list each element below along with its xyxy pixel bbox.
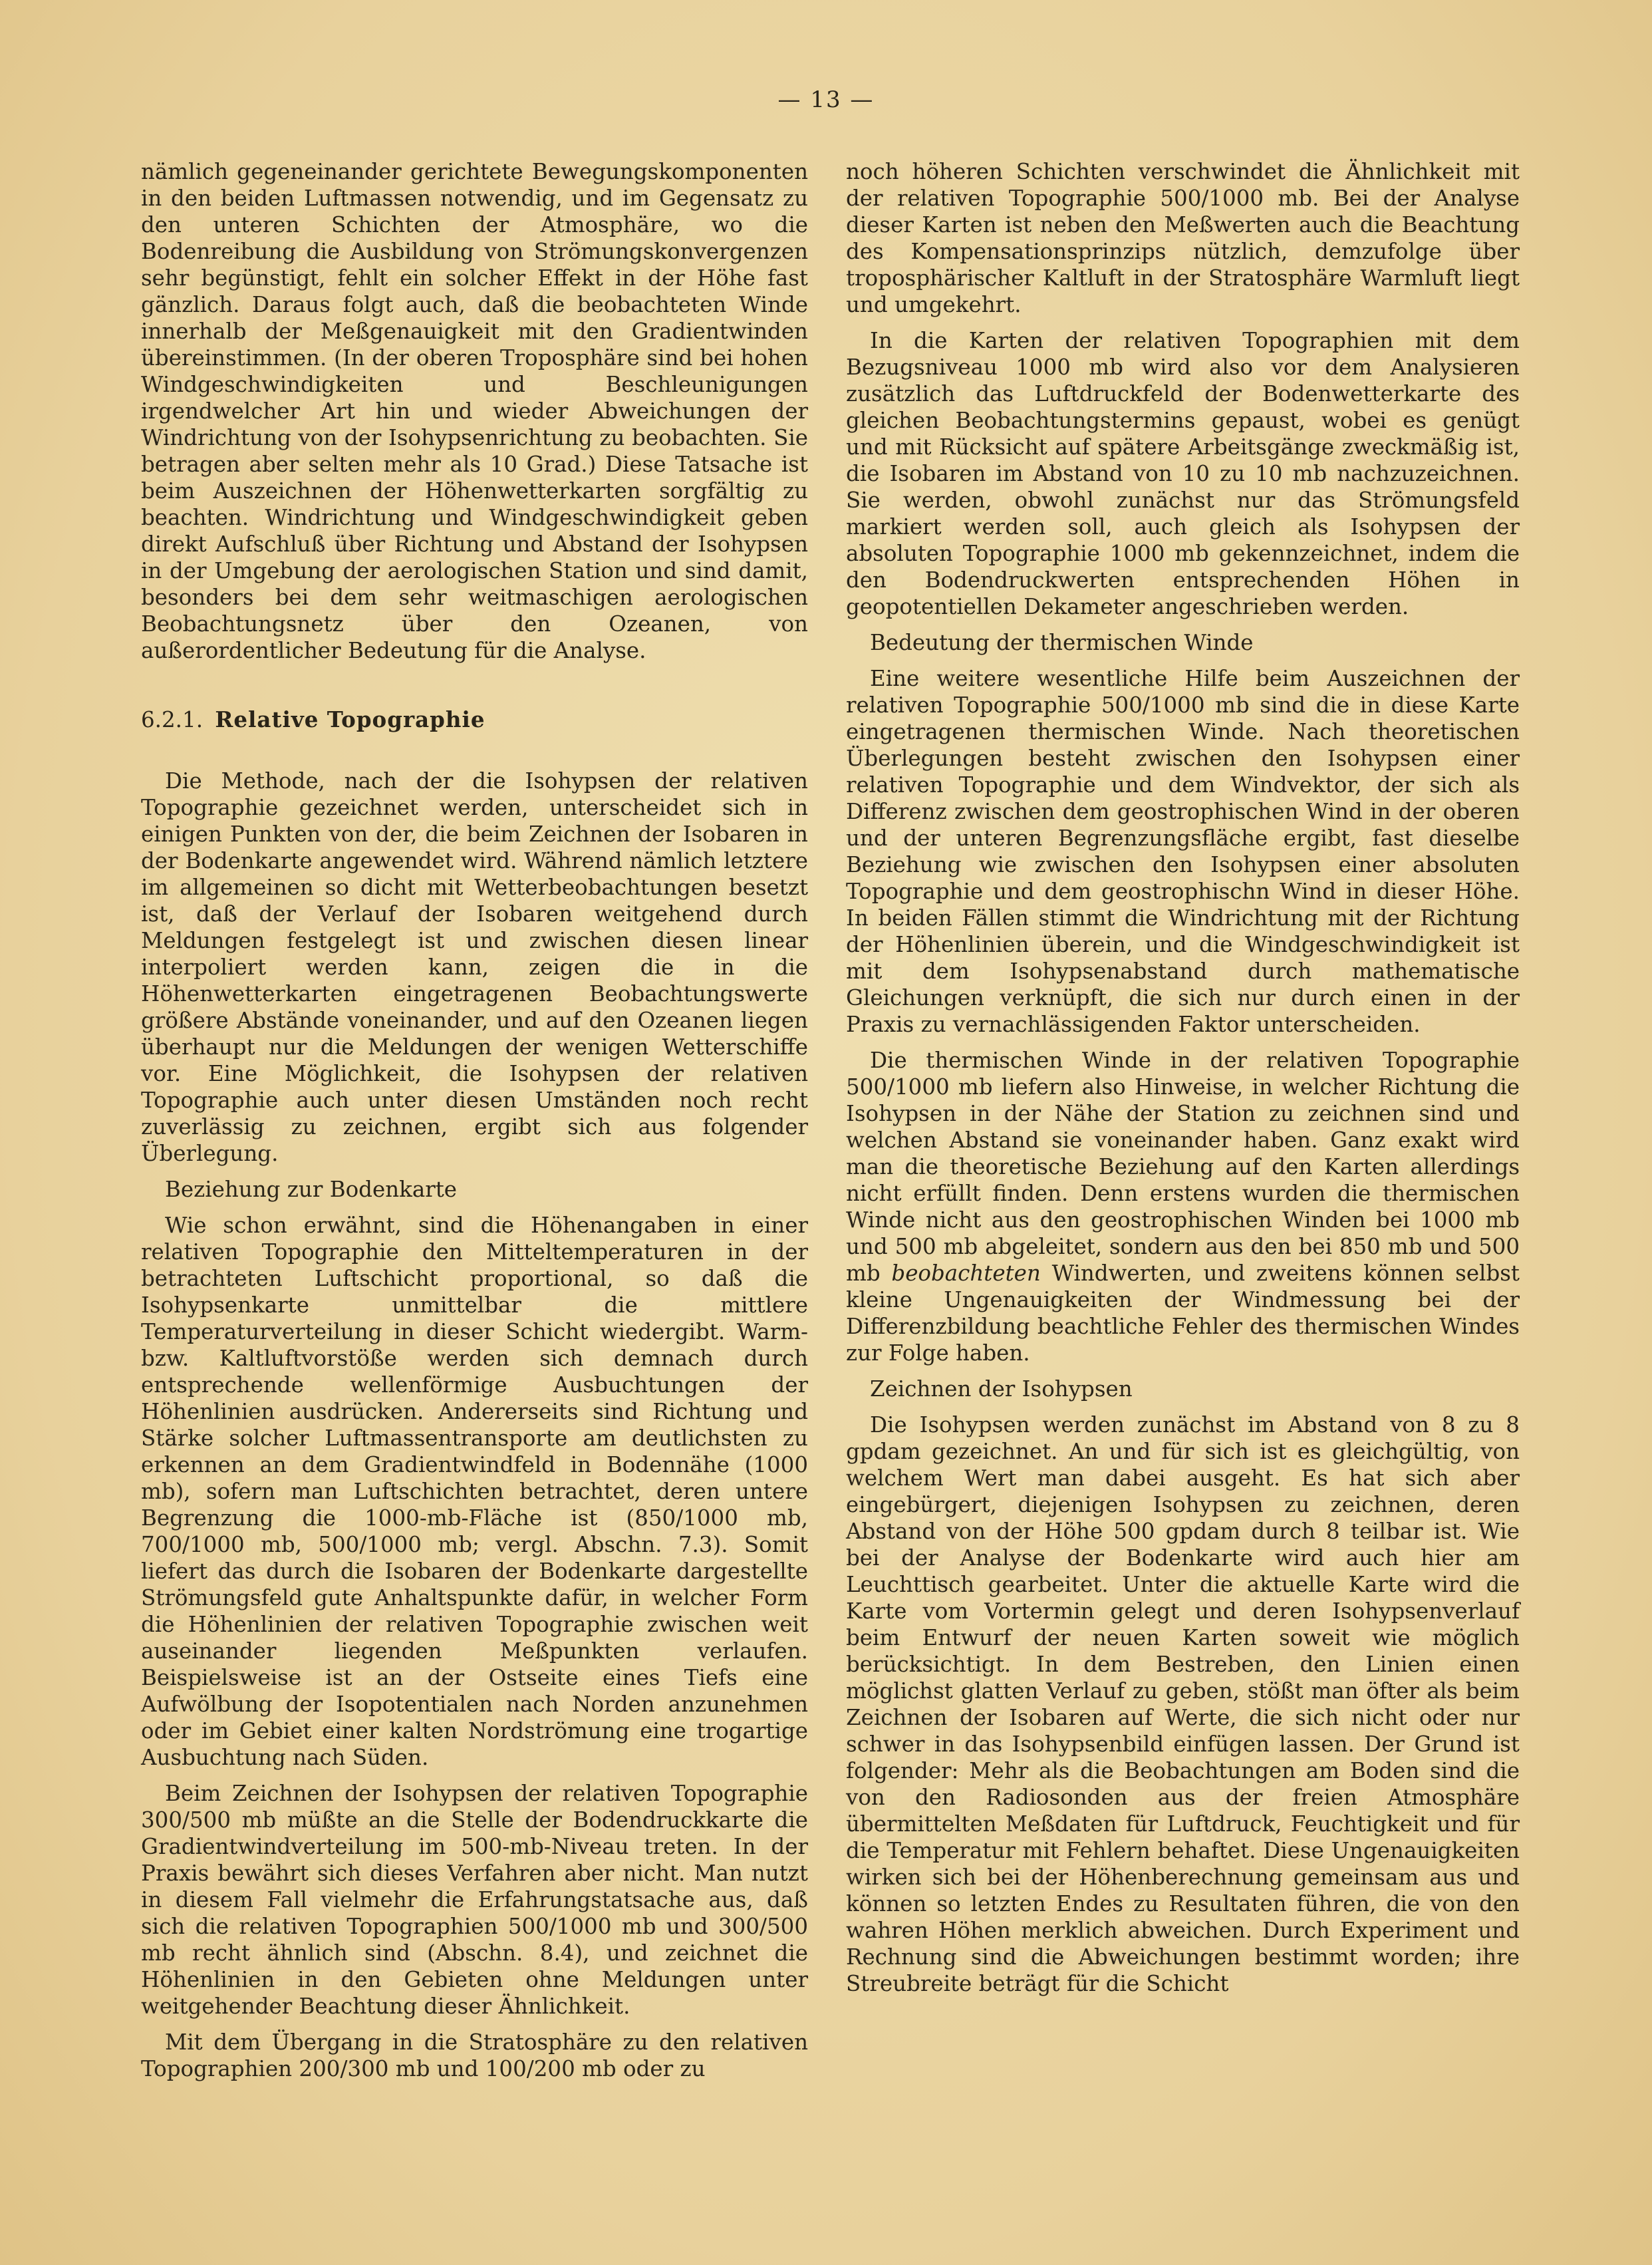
paragraph: nämlich gegeneinander gerichtete Bewegungskomponenten in den beiden Luftmassen notwendig, und im Gegensatz zu den unteren Schichten der Atmosphäre, wo die Bodenreibung die Ausbildung von Strömungskonvergenzen sehr begünstigt, fehlt ein solcher Effekt in der Höhe fast gänzlich. Daraus folgt auch, daß die beobachteten Winde innerhalb der Meßgenauigkeit mit den Gradientwinden übereinstimmen. (In der oberen Troposphäre sind bei hohen Windgeschwindigkeiten und Beschleunigungen irgendwelcher Art hin und wieder Abweichungen der Windrichtung von der Isohypsenrichtung zu beobachten. Sie betragen aber selten mehr als 10 Grad.) Diese Tatsache ist beim Auszeichnen der Höhenwetterkarten sorgfältig zu beachten. Windrichtung und Windgeschwindigkeit geben direkt Aufschluß über Richtung und Abstand der Isohypsen in der Umgebung der aerologischen Station und sind damit, besonders bei dem sehr weitmaschigen aerologischen Beobachtungsnetz über den Ozeanen, von außerordentlicher Bedeutung für die Analyse. [141, 159, 808, 663]
paragraph: Wie schon erwähnt, sind die Höhenangaben in einer relativen Topographie den Mitteltemperaturen in der betrachteten Luftschicht proportional, so daß die Isohypsenkarte unmittelbar die mittlere Temperaturverteilung in dieser Schicht wiedergibt. Warm- bzw. Kaltluftvorstöße werden sich demnach durch entsprechende wellenförmige Ausbuchtungen der Höhenlinien ausdrücken. Andererseits sind Richtung und Stärke solcher Luftmassentransporte am deutlichsten zu erkennen an dem Gradientwindfeld in Bodennähe (1000 mb), sofern man Luftschichten betrachtet, deren untere Begrenzung die 1000-mb-Fläche ist (850/1000 mb, 700/1000 mb, 500/1000 mb; vergl. Abschn. 7.3). Somit liefert das durch die Isobaren der Bodenkarte dargestellte Strömungsfeld gute Anhaltspunkte dafür, in welcher Form die Höhenlinien der relativen Topographie zwischen weit auseinander liegenden Meßpunkten verlaufen. Beispielsweise ist an der Ostseite eines Tiefs eine Aufwölbung der Isopotentialen nach Norden anzunehmen oder im Gebiet einer kalten Nordströmung eine trogartige Ausbuchtung nach Süden. [141, 1213, 808, 1770]
paragraph: Mit dem Übergang in die Stratosphäre zu den relativen Topographien 200/300 mb und 100/200 mb oder zu [141, 2030, 808, 2081]
paragraph-text: Windwerten, und zweitens können selbst kleine Ungenauigkeiten der Windmessung bei der Differenzbildung beachtliche Fehler des thermischen Windes zur Folge haben. [846, 1261, 1520, 1366]
right-column [846, 158, 1520, 2006]
left-column [141, 158, 808, 2091]
paragraph: Beim Zeichnen der Isohypsen der relativen Topographie 300/500 mb müßte an die Stelle der Bodendruckkarte die Gradientwindverteilung im 500-mb-Niveau treten. In der Praxis bewährt sich dieses Verfahren aber nicht. Man nutzt in diesem Fall vielmehr die Erfahrungstatsache aus, daß sich die relativen Topographien 500/1000 mb und 300/500 mb recht ähnlich sind (Abschn. 8.4), und zeichnet die Höhenlinien in den Gebieten ohne Meldungen unter weitgehender Beachtung dieser Ähnlichkeit. [141, 1781, 808, 2019]
paragraph: Die Isohypsen werden zunächst im Abstand von 8 zu 8 gpdam gezeichnet. An und für sich ist es gleichgültig, von welchem Wert man dabei ausgeht. Es hat sich aber eingebürgert, diejenigen Isohypsen zu zeichnen, deren Abstand von der Höhe 500 gpdam durch 8 teilbar ist. Wie bei der Analyse der Bodenkarte wird auch hier am Leuchttisch gearbeitet. Unter die aktuelle Karte wird die Karte vom Vortermin gelegt und deren Isohypsenverlauf beim Entwurf der neuen Karten soweit wie möglich berücksichtigt. In dem Bestreben, den Linien einen möglichst glatten Verlauf zu geben, stößt man öfter als beim Zeichnen der Isobaren auf Werte, die sich nicht oder nur schwer in das Isohypsenbild einfügen lassen. Der Grund ist folgender: Mehr als die Beobachtungen am Boden sind die von den Radiosonden aus der freien Atmosphäre übermittelten Meßdaten für Luftdruck, Feuchtigkeit und für die Temperatur mit Fehlern behaftet. Diese Ungenauigkeiten wirken sich bei der Höhenberechnung gemeinsam aus und können so letzten Endes zu Resultaten führen, die von den wahren Höhen merklich abweichen. Durch Experiment und Rechnung sind die Abweichungen bestimmt worden; ihre Streubreite beträgt für die Schicht [846, 1412, 1520, 1996]
subheading: Beziehung zur Bodenkarte [165, 1177, 458, 1202]
subheading: Bedeutung der thermischen Winde [870, 630, 1254, 655]
paragraph: In die Karten der relativen Topographien mit dem Bezugsniveau 1000 mb wird also vor dem Analysieren zusätzlich das Luftdruckfeld der Bodenwetterkarte des gleichen Beobachtungstermins gepaust, wobei es genügt und mit Rücksicht auf spätere Arbeitsgänge zweckmäßig ist, die Isobaren im Abstand von 10 zu 10 mb nachzuzeichnen. Sie werden, obwohl zunächst nur das Strömungsfeld markiert werden soll, auch gleich als Isohypsen der absoluten Topographie 1000 mb gekennzeichnet, indem die den Bodendruckwerten entsprechenden Höhen in geopotentiellen Dekameter angeschrieben werden. [846, 328, 1520, 619]
paragraph: Die Methode, nach der die Isohypsen der relativen Topographie gezeichnet werden, unterscheidet sich in einigen Punkten von der, die beim Zeichnen der Isobaren in der Bodenkarte angewendet wird. Während nämlich letztere im allgemeinen so dicht mit Wetterbeobachtungen besetzt ist, daß der Verlauf der Isobaren weitgehend durch Meldungen festgelegt ist und zwischen diesen linear interpoliert werden kann, zeigen die in die Höhenwetterkarten eingetragenen Beobachtungswerte größere Abstände voneinander, und auf den Ozeanen liegen überhaupt nur die Meldungen der wenigen Wetterschiffe vor. Eine Möglichkeit, die Isohypsen der relativen Topographie auch unter diesen Umständen noch recht zuverlässig zu zeichnen, ergibt sich aus folgender Überlegung. [141, 768, 808, 1166]
section-title: Relative Topographie [215, 706, 485, 732]
paragraph: Eine weitere wesentliche Hilfe beim Auszeichnen der relativen Topographie 500/1000 mb sind die in diese Karte eingetragenen thermischen Winde. Nach theoretischen Überlegungen besteht zwischen den Isohypsen einer relativen Topographie und dem Windvektor, der sich als Differenz zwischen dem geostrophischen Wind in der oberen und der unteren Begrenzungsfläche ergibt, fast dieselbe Beziehung wie zwischen den Isohypsen einer absoluten Topographie und dem geostrophischn Wind in dieser Höhe. In beiden Fällen stimmt die Windrichtung mit der Richtung der Höhenlinien überein, und die Windgeschwindigkeit ist mit dem Isohypsenabstand durch mathematische Gleichungen verknüpft, die sich nur durch einen in der Praxis zu vernachlässigenden Faktor unterscheiden. [846, 666, 1520, 1037]
section-heading [141, 706, 808, 733]
paragraph: noch höheren Schichten verschwindet die Ähnlichkeit mit der relativen Topographie 500/1000 mb. Bei der Analyse dieser Karten ist neben den Meßwerten auch die Beachtung des Kompensationsprinzips nützlich, demzufolge über troposphärischer Kaltluft in der Stratosphäre Warmluft liegt und umgekehrt. [846, 159, 1520, 317]
subheading: Zeichnen der Isohypsen [870, 1376, 1133, 1402]
emphasis-text: beobachteten [891, 1261, 1041, 1286]
section-number: 6.2.1. [141, 707, 204, 732]
paragraph-text: Die thermischen Winde in der relativen Topographie 500/1000 mb liefern also Hinweise, in welcher Richtung die Isohypsen in der Nähe der Station zu zeichnen sind und welchen Abstand sie voneinander haben. Ganz exakt wird man die theoretische Beziehung auf den Karten allerdings nicht erfüllt finden. Denn erstens wurden die thermischen Winde nicht aus den geostrophischen Winden bei 1000 mb und 500 mb abgeleitet, sondern aus den bei 850 mb und 500 mb [846, 1048, 1520, 1286]
page-number: — 13 — [777, 86, 875, 113]
paragraph [846, 1047, 1520, 1366]
